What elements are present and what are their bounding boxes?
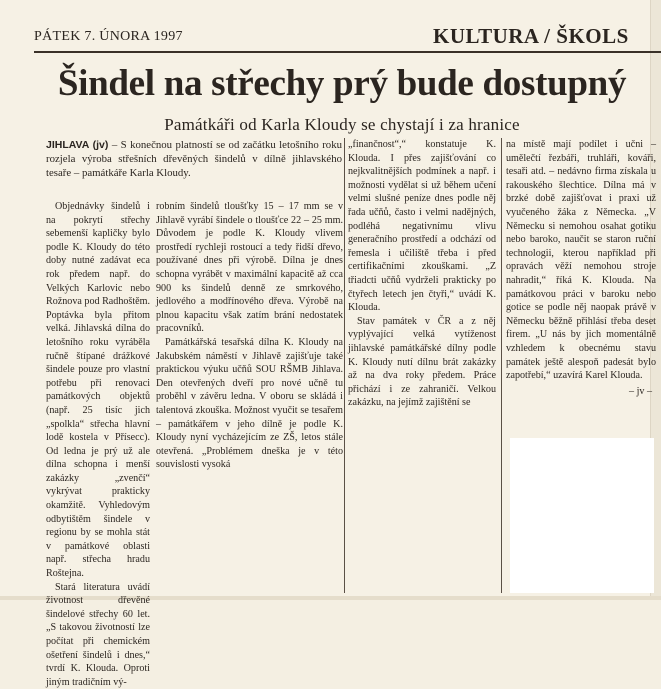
paragraph: Stav památek v ČR a z něj vyplývající velká vytíženost jihlavské památkářské dílny podle K. Kloudy nutí dílnu brát zakázky až na dva roky předem. Práce přichází i ze zahraničí. Velkou zakázku, na jejímž zajištění se bbox=[348, 315, 496, 409]
page-header bbox=[34, 22, 661, 52]
column-divider bbox=[344, 138, 345, 593]
paragraph: Památkářská tesařská dílna K. Kloudy na Jakubském náměstí v Jihlavě zajišťuje také praktickou výuku učňů SOU RŠMB Jihlava. Den otevřených dveří pro nové učně tu proběhl v závěru ledna. V oboru se skládá i talentová zkouška. Možnost vyučit se tesařem – památkářem v jeho dílně je podle K. Kloudy nyní vycházejícím ze ZŠ, letos stále otevřená. „Problémem dneška je v této souvislosti vysoká bbox=[156, 336, 343, 471]
article-lead bbox=[46, 138, 342, 180]
column-divider bbox=[501, 138, 502, 593]
article-column-2 bbox=[156, 200, 343, 592]
lead-text: – S konečnou platností se od začátku letošního roku rozjela výroba střešních dřevěných šindelů v dílně jihlavského tesaře – památkáře Karla Kloudy. bbox=[46, 139, 342, 179]
article-subtitle: Památkáři od Karla Kloudy se chystají i za hranice bbox=[164, 115, 520, 134]
lead-dateline: JIHLAVA (jv) bbox=[46, 139, 109, 151]
paragraph: na místě mají podílet i učni – umělečtí řezbáři, truhláři, kováři, tesaři atd. – nedávno firma získala u rakouského šlechtice. Dílna má v brzké době zajišťovat i praxi už vyučeného žáka z Německa. „V Německu si nemohou osahat gotiku nebo baroko, naučit se staron ruční technologii, kterou například při opravách věží nemohou stroje nahradit,“ říká K. Klouda. Na památkovou práci v baroku nebo gotice se podle něj naopak právě v Německu běžně přihlásí třeba deset firem. „U nás by jich momentálně vzhledem k obecnému stavu památek ještě alespoň padesát bylo zapotřebí,“ uzavírá Karel Klouda. bbox=[506, 139, 656, 382]
article-column-1 bbox=[46, 200, 151, 688]
paragraph: robním šindelů tloušťky 15 – 17 mm se v Jihlavě vyrábí šindele o tloušťce 22 – 25 mm. Důvodem je podle K. Kloudy vlivem prostředí rychleji rostoucí a tedy řidší dřevo, používané dnes při výrobě. Dílna je dnes schopna vyrábět v maximální kapacitě až cca 900 ks šindelů denně ze smrkového, jedlového a modřínového dřeva. Výrobě na plnou kapacitu však zatím brání nedostatek pracovníků. bbox=[156, 201, 343, 335]
article-column-4 bbox=[506, 138, 656, 438]
paragraph: „finančnost“,“ konstatuje K. Klouda. I přes zajišťování co nejkvalitnějších podmínek a např. i možnosti vydělat si už během učení velmi slušné peníze dnes podle něj řada učňů, často i velmi nadějných, podléhá negativnímu vlivu generačního prostředí a odchází od řemesla i učiliště třeba i před certifikačními zkouškami. „Z třiadcti učňů vydrželi prakticky po čtyřech letech jen čtyři,“ uvádí K. Klouda. bbox=[348, 139, 496, 314]
article-column-3 bbox=[348, 138, 496, 592]
author-signature: – jv – bbox=[629, 385, 652, 397]
section-title: KULTURA / ŠKOLS bbox=[433, 24, 629, 48]
issue-date: PÁTEK 7. ÚNORA 1997 bbox=[34, 29, 183, 44]
blank-cutout bbox=[510, 438, 654, 593]
header-rule bbox=[34, 51, 661, 53]
paragraph: Stará literatura uvádí životnost dřevěné šindelové střechy 60 let. „S takovou životností lze počítat při chemickém ošetření šindelů i dnes,“ tvrdí K. Klouda. Oproti jiným tradičním vý- bbox=[46, 581, 150, 688]
paragraph: Objednávky šindelů i na pokrytí střechy sebemenší kapličky bylo podle K. Kloudy do této doby nutné zadávat eca rok předem např. do Velkých Karlovic nebo Rožnova pod Radhoštěm. Poptávka byla přitom velká. Jihlavská dílna do letošního roku vyráběla ručně štípané drážkové šindele pouze pro vlastní potřebu při renovaci památkových objektů (např. 25 tisíc jich „spolkla“ střecha hlavní lodě kostela v Přísecc). Od ledna je prý už ale dílna schopna i menší zakázky „zvenčí“ vykrývat prakticky okamžitě. Vyhledovým odbytištěm šindele v regionu by se mohla stát v památkové oblasti např. střecha hradu Roštejna. bbox=[46, 201, 151, 580]
article-headline: Šindel na střechy prý bude dostupný bbox=[57, 63, 627, 104]
